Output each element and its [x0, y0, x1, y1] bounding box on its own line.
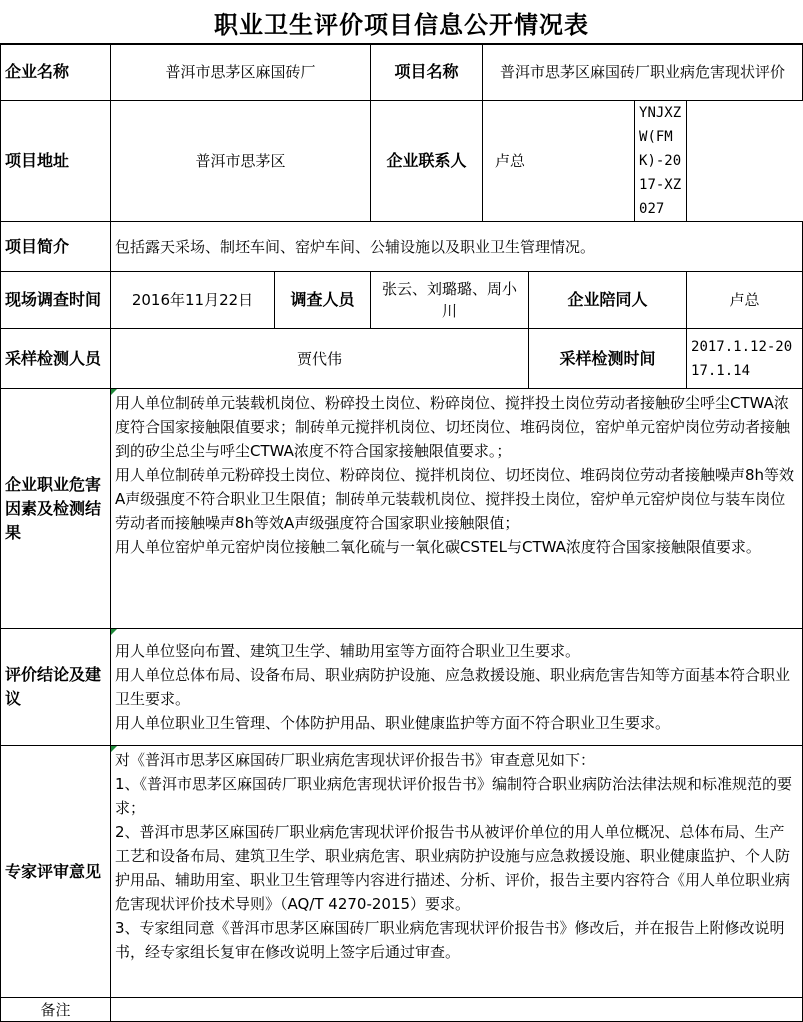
hazards-paragraph-3: 用人单位窑炉单元窑炉岗位接触二氧化硫与一氧化碳CSTEL与CTWA浓度符合国家接触限值要求。: [115, 538, 761, 556]
conclusion-paragraph-3: 用人单位职业卫生管理、个体防护用品、职业健康监护等方面不符合职业卫生要求。: [115, 714, 671, 732]
project-address-value: 普洱市思茅区: [111, 101, 371, 222]
page-title: 职业卫生评价项目信息公开情况表: [0, 0, 803, 45]
row-hazards: [1, 389, 803, 629]
expert-paragraph-2: 1、《普洱市思茅区麻国砖厂职业病危害现状评价报告书》编制符合职业病防治法律法规和标准规范的要求；: [115, 775, 793, 817]
sampling-time-label: 采样检测时间: [529, 329, 687, 389]
row-address: [1, 101, 803, 222]
survey-time-label: 现场调查时间: [1, 272, 111, 329]
row-intro: [1, 222, 803, 272]
survey-time-value: 2016年11月22日: [111, 272, 275, 329]
sampling-time-text: 2017.1.12-2017.1.14: [691, 338, 793, 379]
hazards-content: [111, 389, 803, 629]
hazards-label: 企业职业危害因素及检测结果: [1, 389, 111, 629]
project-intro-value: 包括露天采场、制坯车间、窑炉车间、公辅设施以及职业卫生管理情况。: [111, 222, 803, 272]
expert-paragraph-4: 3、专家组同意《普洱市思茅区麻国砖厂职业病危害现状评价报告书》修改后，并在报告上附修改说明书，经专家组长复审在修改说明上签字后通过审查。: [115, 919, 785, 961]
expert-paragraph-1: 对《普洱市思茅区麻国砖厂职业病危害现状评价报告书》审查意见如下：: [115, 751, 596, 769]
conclusion-content: [111, 629, 803, 746]
company-name-label: 企业名称: [1, 44, 111, 101]
survey-staff-label: 调查人员: [275, 272, 371, 329]
survey-staff-value: 张云、刘璐璐、周小川: [371, 272, 529, 329]
row-conclusion: [1, 629, 803, 746]
info-table: [0, 43, 803, 1022]
row-sampling: [1, 329, 803, 389]
company-name-value: 普洱市思茅区麻国砖厂: [111, 44, 371, 101]
remark-label: 备注: [1, 998, 111, 1022]
contact-label: 企业联系人: [371, 101, 483, 222]
project-address-label: 项目地址: [1, 101, 111, 222]
remark-value: [111, 998, 803, 1022]
report-number-value: [635, 101, 687, 222]
expert-paragraph-3: 2、普洱市思茅区麻国砖厂职业病危害现状评价报告书从被评价单位的用人单位概况、总体布局、生产工艺和设备布局、建筑卫生学、职业病危害、职业病防护设施与应急救援设施、职业健康监护、个人防护用品、辅助用室、职业卫生管理等内容进行描述、分析、评价，报告主要内容符合《用人单位职业病危害现状评价技术导则》（AQ/T 4270-2015）要求。: [115, 823, 791, 913]
conclusion-paragraph-1: 用人单位竖向布置、建筑卫生学、辅助用室等方面符合职业卫生要求。: [115, 642, 581, 660]
conclusion-paragraph-2: 用人单位总体布局、设备布局、职业病防护设施、应急救援设施、职业病危害告知等方面基本符合职业卫生要求。: [115, 666, 791, 708]
expert-review-label: 专家评审意见: [1, 746, 111, 998]
sampling-staff-value: 贾代伟: [111, 329, 529, 389]
hazards-paragraph-2: 用人单位制砖单元粉碎投土岗位、粉碎岗位、搅拌机岗位、切坯岗位、堆码岗位劳动者接触噪声8h等效A声级强度不符合职业卫生限值；制砖单元装载机岗位、搅拌投土岗位，窑炉单元窑炉岗位与装车岗位劳动者而接触噪声8h等效A声级强度符合国家职业接触限值；: [115, 466, 795, 532]
expert-review-content: [111, 746, 803, 998]
escort-label: 企业陪同人: [529, 272, 687, 329]
report-number-text: YNJXZW(FMK)-2017-XZ027: [639, 105, 682, 217]
contact-value: 卢总: [483, 101, 635, 222]
row-survey: [1, 272, 803, 329]
conclusion-label: 评价结论及建议: [1, 629, 111, 746]
sampling-time-value: [687, 329, 803, 389]
row-remark: [1, 998, 803, 1022]
hazards-paragraph-1: 用人单位制砖单元装载机岗位、粉碎投土岗位、粉碎岗位、搅拌投土岗位劳动者接触矽尘呼尘CTWA浓度符合国家接触限值要求；制砖单元搅拌机岗位、切坯岗位、堆码岗位，窑炉单元窑炉岗位劳动者接触到的矽尘总尘与呼尘CTWA浓度不符合国家接触限值要求。；: [115, 394, 791, 460]
project-name-label: 项目名称: [371, 44, 483, 101]
sampling-staff-label: 采样检测人员: [1, 329, 111, 389]
row-company: [1, 44, 803, 101]
escort-value: 卢总: [687, 272, 803, 329]
project-name-value: 普洱市思茅区麻国砖厂职业病危害现状评价: [483, 44, 803, 101]
row-expert: [1, 746, 803, 998]
project-intro-label: 项目简介: [1, 222, 111, 272]
